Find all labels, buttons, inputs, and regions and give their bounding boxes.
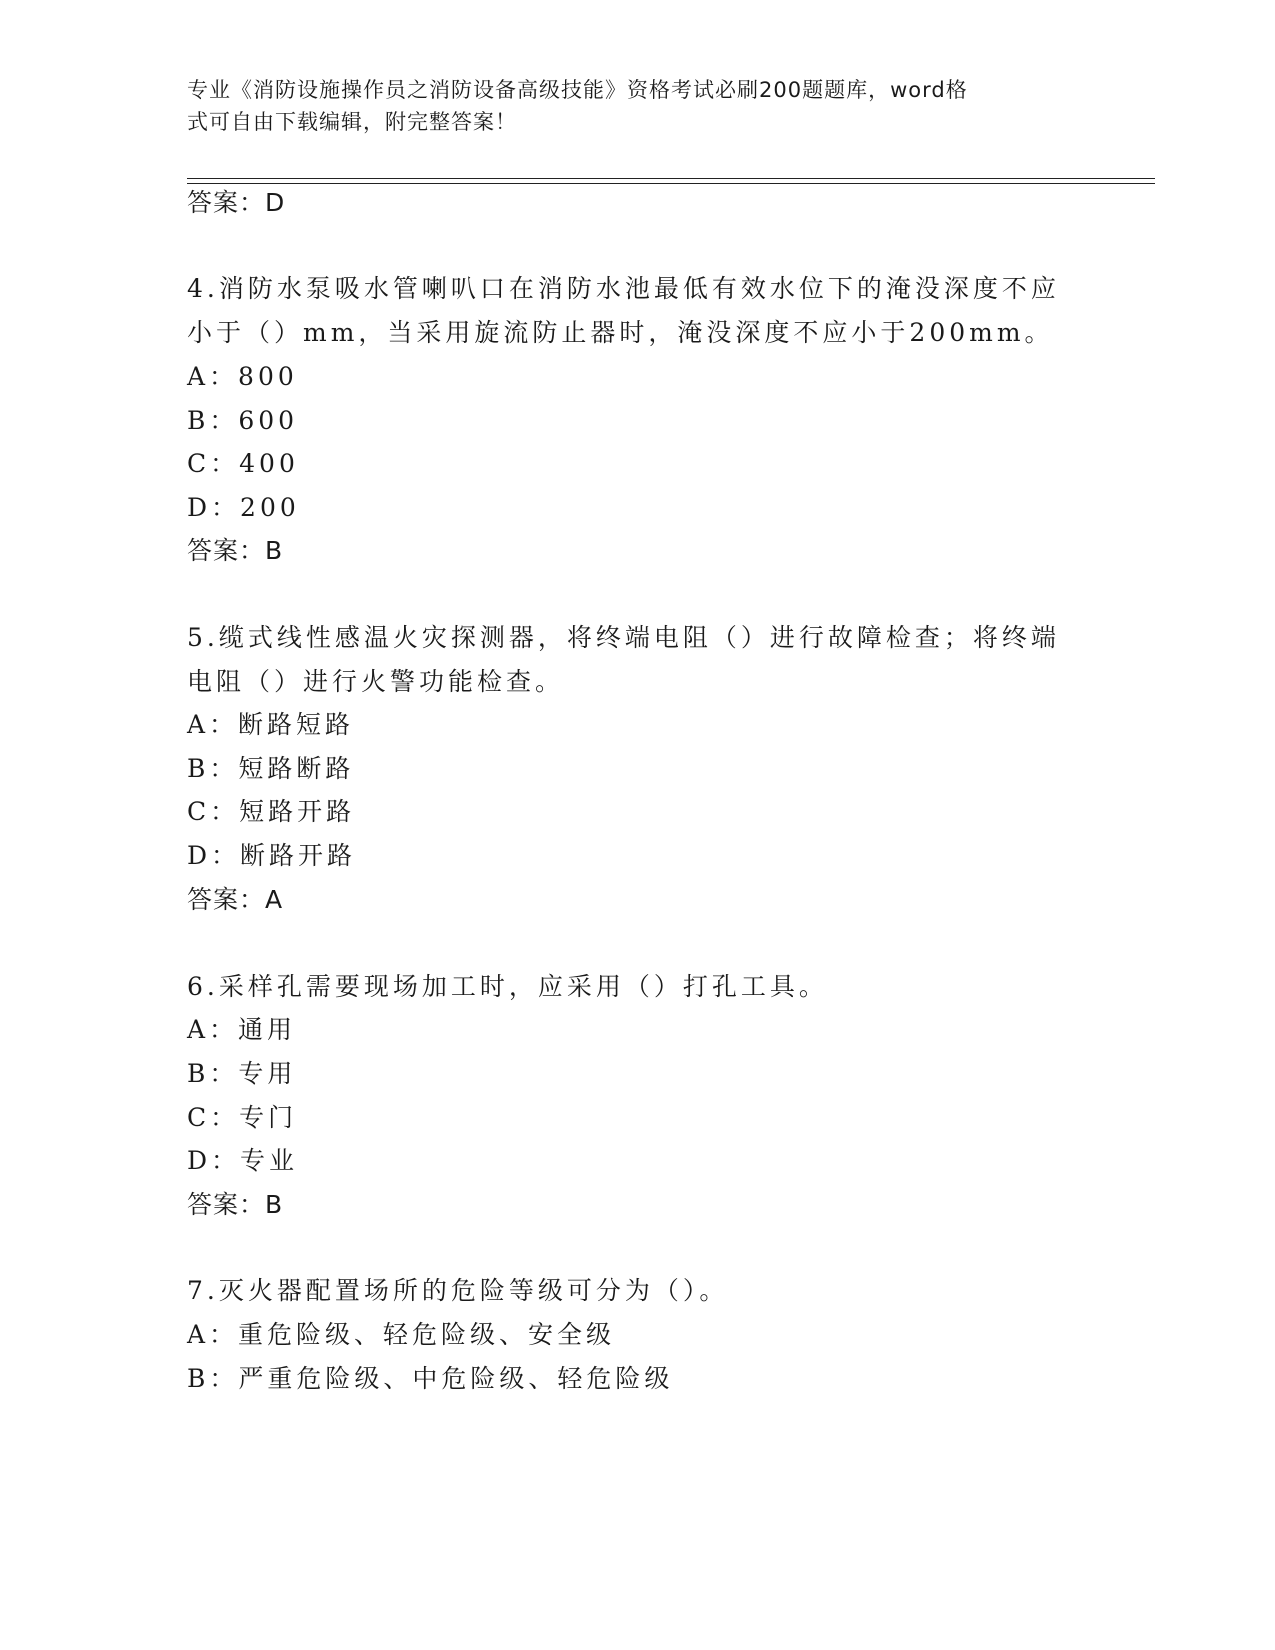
question-4-answer: 答案：B (187, 536, 284, 565)
question-6-option-a: A：通用 (187, 1015, 297, 1044)
question-7-stem-line-1: 7.灭火器配置场所的危险等级可分为（）。 (187, 1276, 729, 1305)
question-4-option-c: C：400 (187, 449, 299, 478)
question-6-stem-line-1: 6.采样孔需要现场加工时，应采用（）打孔工具。 (187, 972, 828, 1001)
question-4-stem-line-1: 4.消防水泵吸水管喇叭口在消防水池最低有效水位下的淹没深度不应 (187, 274, 1060, 303)
question-5-stem-line-1: 5.缆式线性感温火灾探测器，将终端电阻（）进行故障检查；将终端 (187, 623, 1060, 652)
question-6-option-d: D：专业 (187, 1146, 299, 1175)
question-5-option-b: B：短路断路 (187, 754, 355, 783)
question-6-answer: 答案：B (187, 1190, 284, 1219)
question-5-answer: 答案：A (187, 885, 284, 914)
question-7-option-a: A：重危险级、轻危险级、安全级 (187, 1320, 616, 1349)
question-5-option-c: C：短路开路 (187, 797, 356, 826)
header-line-1: 专业《消防设施操作员之消防设备高级技能》资格考试必刷200题题库，word格 (187, 78, 968, 102)
header-divider-bottom (187, 183, 1155, 184)
answer-line: 答案：D (187, 188, 286, 217)
question-4-option-b: B：600 (187, 406, 299, 435)
header-line-2: 式可自由下载编辑，附完整答案！ (187, 110, 517, 134)
question-6-option-c: C：专门 (187, 1103, 298, 1132)
question-6-option-b: B：专用 (187, 1059, 297, 1088)
question-7-option-b: B：严重危险级、中危险级、轻危险级 (187, 1364, 674, 1393)
question-5-option-d: D：断路开路 (187, 841, 357, 870)
document-header (187, 74, 1067, 138)
question-5-option-a: A：断路短路 (187, 710, 355, 739)
question-5-stem-line-2: 电阻（）进行火警功能检查。 (187, 667, 565, 696)
question-4-stem-line-2: 小于（）mm，当采用旋流防止器时，淹没深度不应小于200mm。 (187, 318, 1054, 347)
header-divider-top (187, 178, 1155, 179)
question-4-option-d: D：200 (187, 493, 300, 522)
question-4-option-a: A：800 (187, 362, 298, 391)
